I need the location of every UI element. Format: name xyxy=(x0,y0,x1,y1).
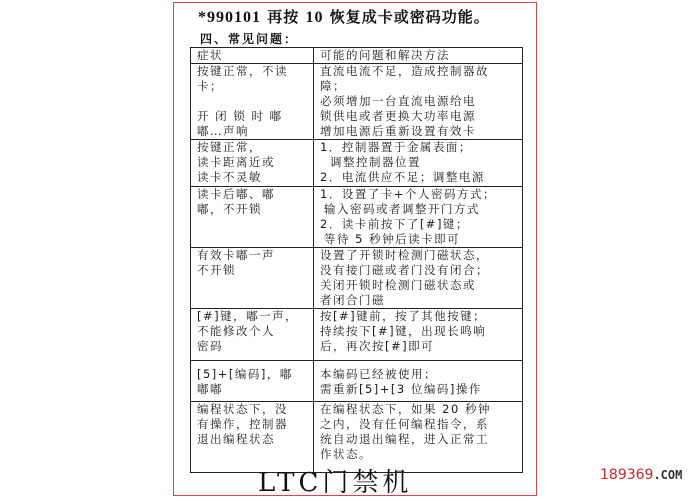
solution-cell: 直流电流不足，造成控制器故 障； 必须增加一台直流电源给电 锁供电或者更换大功率电源 增加电源后重新设置有效卡 xyxy=(314,64,523,140)
watermark-number: 189369 xyxy=(600,467,654,483)
solution-cell: 1．控制器置于金属表面； 调整控制器位置 2．电流供应不足；调整电源 xyxy=(314,140,523,187)
restore-text-b: 恢复成卡或密码功能。 xyxy=(329,8,490,26)
table-row xyxy=(191,187,523,248)
symptom-cell: 编程状态下，没 有操作，控制器 退出编程状态 xyxy=(191,402,314,473)
solution-cell: 按[#]键前，按了其他按键； 持续按下[#]键，出现长鸣响 后，再次按[#]即可 xyxy=(314,309,523,361)
restore-instruction xyxy=(198,6,490,27)
header-solution: 可能的问题和解决方法 xyxy=(314,48,523,64)
symptom-cell: [#]键，嘟一声， 不能修改个人 密码 xyxy=(191,309,314,361)
table-row xyxy=(191,309,523,361)
table-row xyxy=(191,248,523,309)
product-title: LTC门禁机 xyxy=(258,468,413,498)
symptom-cell: 读卡后嘟、嘟 嘟，不开锁 xyxy=(191,187,314,248)
table-row xyxy=(191,64,523,140)
table-row xyxy=(191,140,523,187)
faq-table xyxy=(190,47,523,473)
solution-cell: 1．设置了卡+个人密码方式； 输入密码或者调整开门方式 2．读卡前按下了[#]键； 等待 5 秒钟后读卡即可 xyxy=(314,187,523,248)
header-symptom: 症状 xyxy=(191,48,314,64)
section-title: 四、常见问题： xyxy=(200,32,299,46)
restore-number: 10 xyxy=(305,9,324,26)
symptom-cell: [5]+[编码]，嘟 嘟嘟 xyxy=(191,361,314,402)
watermark-domain: .COM xyxy=(653,468,683,482)
symptom-cell: 按键正常，不读 卡； 开 闭 锁 时 嘟 嘟…声响 xyxy=(191,64,314,140)
table-header-row xyxy=(191,48,523,64)
restore-code: *990101 xyxy=(198,9,261,26)
solution-cell: 在编程状态下，如果 20 秒钟 之内，没有任何编程指令，系 统自动退出编程，进入正常工 作状态。 xyxy=(314,402,523,473)
solution-cell: 设置了开锁时检测门磁状态， 没有接门磁或者门没有闭合； 关闭开锁时检测门磁状态或 者闭合门磁 xyxy=(314,248,523,309)
symptom-cell: 按键正常， 读卡距离近或 读卡不灵敏 xyxy=(191,140,314,187)
restore-text-a: 再按 xyxy=(267,8,300,26)
site-watermark xyxy=(600,467,682,483)
symptom-cell: 有效卡嘟一声 不开锁 xyxy=(191,248,314,309)
table-row xyxy=(191,361,523,402)
solution-cell: 本编码已经被使用； 需重新[5]+[3 位编码]操作 xyxy=(314,361,523,402)
